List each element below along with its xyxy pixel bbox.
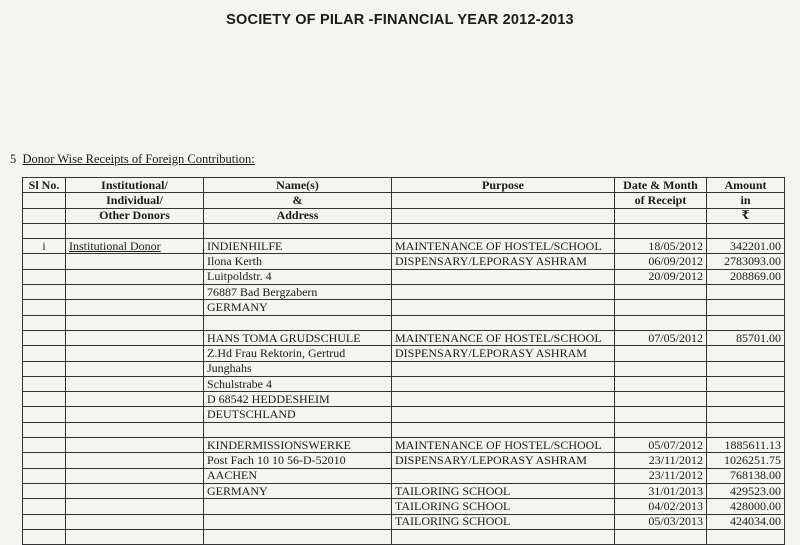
cell-amount: 2783093.00 bbox=[707, 254, 785, 269]
column-header-donor-type: Individual/ bbox=[66, 193, 204, 208]
table-row bbox=[23, 392, 785, 407]
table-row bbox=[23, 422, 785, 437]
header-row bbox=[23, 208, 785, 223]
cell-donor-type bbox=[66, 514, 204, 529]
cell-donor-type bbox=[66, 529, 204, 544]
cell-donor-type bbox=[66, 468, 204, 483]
cell-receipt-date: 05/03/2013 bbox=[615, 514, 707, 529]
cell-amount bbox=[707, 361, 785, 376]
cell-sl-no bbox=[23, 269, 66, 284]
cell-receipt-date bbox=[615, 392, 707, 407]
column-header-receipt-date: of Receipt bbox=[615, 193, 707, 208]
cell-donor-type bbox=[66, 361, 204, 376]
cell-amount bbox=[707, 346, 785, 361]
cell-purpose bbox=[392, 468, 615, 483]
cell-name-address: GERMANY bbox=[204, 300, 392, 315]
column-header-name-address: & bbox=[204, 193, 392, 208]
cell-sl-no bbox=[23, 438, 66, 453]
cell-sl-no bbox=[23, 422, 66, 437]
table-row bbox=[23, 285, 785, 300]
cell-purpose bbox=[392, 300, 615, 315]
column-header-amount: ₹ bbox=[707, 208, 785, 223]
cell-receipt-date: 07/05/2012 bbox=[615, 330, 707, 345]
table-row bbox=[23, 376, 785, 391]
cell-amount: 208869.00 bbox=[707, 269, 785, 284]
table-row bbox=[23, 529, 785, 544]
cell-receipt-date bbox=[615, 529, 707, 544]
cell-name-address bbox=[204, 422, 392, 437]
cell-receipt-date bbox=[615, 315, 707, 330]
section-heading-text: Donor Wise Receipts of Foreign Contribution: bbox=[22, 152, 255, 166]
cell-donor-type bbox=[66, 499, 204, 514]
cell-receipt-date bbox=[615, 407, 707, 422]
table-row bbox=[23, 269, 785, 284]
cell-purpose bbox=[392, 529, 615, 544]
cell-amount: 342201.00 bbox=[707, 239, 785, 254]
cell-donor-type bbox=[66, 269, 204, 284]
cell-sl-no bbox=[23, 223, 66, 238]
cell-sl-no bbox=[23, 300, 66, 315]
cell-purpose: DISPENSARY/LEPORASY ASHRAM bbox=[392, 453, 615, 468]
table-row bbox=[23, 407, 785, 422]
cell-purpose bbox=[392, 361, 615, 376]
cell-purpose bbox=[392, 269, 615, 284]
cell-donor-type bbox=[66, 422, 204, 437]
cell-amount bbox=[707, 223, 785, 238]
cell-donor-type bbox=[66, 407, 204, 422]
column-header-receipt-date: Date & Month bbox=[615, 178, 707, 193]
cell-receipt-date: 06/09/2012 bbox=[615, 254, 707, 269]
cell-receipt-date bbox=[615, 422, 707, 437]
table-row bbox=[23, 453, 785, 468]
cell-name-address: Z.Hd Frau Rektorin, Gertrud bbox=[204, 346, 392, 361]
cell-purpose bbox=[392, 315, 615, 330]
cell-receipt-date bbox=[615, 223, 707, 238]
cell-donor-type bbox=[66, 300, 204, 315]
cell-sl-no bbox=[23, 453, 66, 468]
cell-name-address: GERMANY bbox=[204, 483, 392, 498]
page-title: SOCIETY OF PILAR -FINANCIAL YEAR 2012-2013 bbox=[226, 12, 574, 28]
cell-name-address bbox=[204, 529, 392, 544]
table-body bbox=[23, 223, 785, 544]
table-row bbox=[23, 346, 785, 361]
cell-purpose: DISPENSARY/LEPORASY ASHRAM bbox=[392, 346, 615, 361]
column-header-name-address: Name(s) bbox=[204, 178, 392, 193]
cell-name-address bbox=[204, 223, 392, 238]
cell-receipt-date bbox=[615, 376, 707, 391]
cell-sl-no bbox=[23, 407, 66, 422]
cell-donor-type bbox=[66, 453, 204, 468]
cell-name-address: HANS TOMA GRUDSCHULE bbox=[204, 330, 392, 345]
cell-sl-no bbox=[23, 392, 66, 407]
cell-amount bbox=[707, 300, 785, 315]
column-header-purpose bbox=[392, 193, 615, 208]
cell-sl-no bbox=[23, 330, 66, 345]
column-header-sl-no: Sl No. bbox=[23, 178, 66, 193]
column-header-donor-type: Other Donors bbox=[66, 208, 204, 223]
cell-amount bbox=[707, 392, 785, 407]
table-row bbox=[23, 483, 785, 498]
table-header bbox=[23, 178, 785, 224]
section-heading bbox=[10, 152, 255, 167]
cell-donor-type: Institutional Donor bbox=[66, 239, 204, 254]
cell-amount: 768138.00 bbox=[707, 468, 785, 483]
cell-amount bbox=[707, 285, 785, 300]
cell-amount: 424034.00 bbox=[707, 514, 785, 529]
cell-name-address: INDIENHILFE bbox=[204, 239, 392, 254]
cell-name-address: Ilona Kerth bbox=[204, 254, 392, 269]
table-row bbox=[23, 223, 785, 238]
cell-purpose: TAILORING SCHOOL bbox=[392, 499, 615, 514]
table-row bbox=[23, 499, 785, 514]
cell-name-address: 76887 Bad Bergzabern bbox=[204, 285, 392, 300]
table-row bbox=[23, 361, 785, 376]
cell-name-address bbox=[204, 514, 392, 529]
cell-purpose bbox=[392, 422, 615, 437]
cell-donor-type bbox=[66, 315, 204, 330]
table-row bbox=[23, 315, 785, 330]
cell-amount: 1885611.13 bbox=[707, 438, 785, 453]
cell-donor-type bbox=[66, 223, 204, 238]
cell-name-address bbox=[204, 499, 392, 514]
cell-receipt-date bbox=[615, 300, 707, 315]
cell-name-address: Luitpoldstr. 4 bbox=[204, 269, 392, 284]
donor-receipts-table bbox=[22, 177, 785, 545]
table-row bbox=[23, 300, 785, 315]
cell-sl-no bbox=[23, 529, 66, 544]
cell-purpose: MAINTENANCE OF HOSTEL/SCHOOL bbox=[392, 330, 615, 345]
cell-name-address: DEUTSCHLAND bbox=[204, 407, 392, 422]
cell-sl-no bbox=[23, 468, 66, 483]
cell-amount: 1026251.75 bbox=[707, 453, 785, 468]
cell-name-address: D 68542 HEDDESHEIM bbox=[204, 392, 392, 407]
column-header-receipt-date bbox=[615, 208, 707, 223]
table-row bbox=[23, 239, 785, 254]
column-header-name-address: Address bbox=[204, 208, 392, 223]
section-number: 5 bbox=[10, 152, 17, 166]
cell-donor-type bbox=[66, 346, 204, 361]
cell-amount bbox=[707, 529, 785, 544]
cell-purpose: TAILORING SCHOOL bbox=[392, 483, 615, 498]
cell-sl-no bbox=[23, 376, 66, 391]
column-header-sl-no bbox=[23, 193, 66, 208]
table-row bbox=[23, 514, 785, 529]
table-row bbox=[23, 468, 785, 483]
cell-amount bbox=[707, 422, 785, 437]
cell-purpose: MAINTENANCE OF HOSTEL/SCHOOL bbox=[392, 438, 615, 453]
column-header-sl-no bbox=[23, 208, 66, 223]
table-row bbox=[23, 330, 785, 345]
column-header-donor-type: Institutional/ bbox=[66, 178, 204, 193]
cell-receipt-date bbox=[615, 361, 707, 376]
table-row bbox=[23, 438, 785, 453]
cell-purpose bbox=[392, 407, 615, 422]
cell-sl-no bbox=[23, 514, 66, 529]
cell-donor-type bbox=[66, 285, 204, 300]
cell-name-address: KINDERMISSIONSWERKE bbox=[204, 438, 392, 453]
cell-sl-no bbox=[23, 315, 66, 330]
cell-amount bbox=[707, 315, 785, 330]
cell-receipt-date: 20/09/2012 bbox=[615, 269, 707, 284]
cell-sl-no bbox=[23, 346, 66, 361]
table-row bbox=[23, 254, 785, 269]
cell-purpose bbox=[392, 285, 615, 300]
cell-receipt-date bbox=[615, 285, 707, 300]
cell-donor-type bbox=[66, 483, 204, 498]
cell-sl-no bbox=[23, 499, 66, 514]
cell-donor-type bbox=[66, 392, 204, 407]
cell-sl-no bbox=[23, 285, 66, 300]
header-row bbox=[23, 193, 785, 208]
cell-name-address: AACHEN bbox=[204, 468, 392, 483]
cell-amount: 429523.00 bbox=[707, 483, 785, 498]
cell-receipt-date: 05/07/2012 bbox=[615, 438, 707, 453]
cell-donor-type bbox=[66, 376, 204, 391]
cell-receipt-date bbox=[615, 346, 707, 361]
cell-purpose bbox=[392, 392, 615, 407]
cell-receipt-date: 23/11/2012 bbox=[615, 453, 707, 468]
column-header-amount: Amount bbox=[707, 178, 785, 193]
cell-name-address: Junghahs bbox=[204, 361, 392, 376]
column-header-purpose: Purpose bbox=[392, 178, 615, 193]
cell-sl-no bbox=[23, 361, 66, 376]
cell-receipt-date: 04/02/2013 bbox=[615, 499, 707, 514]
header-row bbox=[23, 178, 785, 193]
cell-name-address: Schulstrabe 4 bbox=[204, 376, 392, 391]
cell-purpose bbox=[392, 223, 615, 238]
cell-receipt-date: 18/05/2012 bbox=[615, 239, 707, 254]
cell-purpose: DISPENSARY/LEPORASY ASHRAM bbox=[392, 254, 615, 269]
cell-amount: 428000.00 bbox=[707, 499, 785, 514]
cell-purpose: TAILORING SCHOOL bbox=[392, 514, 615, 529]
cell-donor-type bbox=[66, 330, 204, 345]
cell-amount bbox=[707, 407, 785, 422]
column-header-amount: in bbox=[707, 193, 785, 208]
cell-receipt-date: 23/11/2012 bbox=[615, 468, 707, 483]
cell-receipt-date: 31/01/2013 bbox=[615, 483, 707, 498]
cell-purpose: MAINTENANCE OF HOSTEL/SCHOOL bbox=[392, 239, 615, 254]
cell-sl-no: i bbox=[23, 239, 66, 254]
cell-amount: 85701.00 bbox=[707, 330, 785, 345]
cell-amount bbox=[707, 376, 785, 391]
cell-donor-type bbox=[66, 254, 204, 269]
column-header-purpose bbox=[392, 208, 615, 223]
cell-sl-no bbox=[23, 483, 66, 498]
cell-name-address bbox=[204, 315, 392, 330]
cell-sl-no bbox=[23, 254, 66, 269]
cell-name-address: Post Fach 10 10 56-D-52010 bbox=[204, 453, 392, 468]
cell-donor-type bbox=[66, 438, 204, 453]
cell-purpose bbox=[392, 376, 615, 391]
